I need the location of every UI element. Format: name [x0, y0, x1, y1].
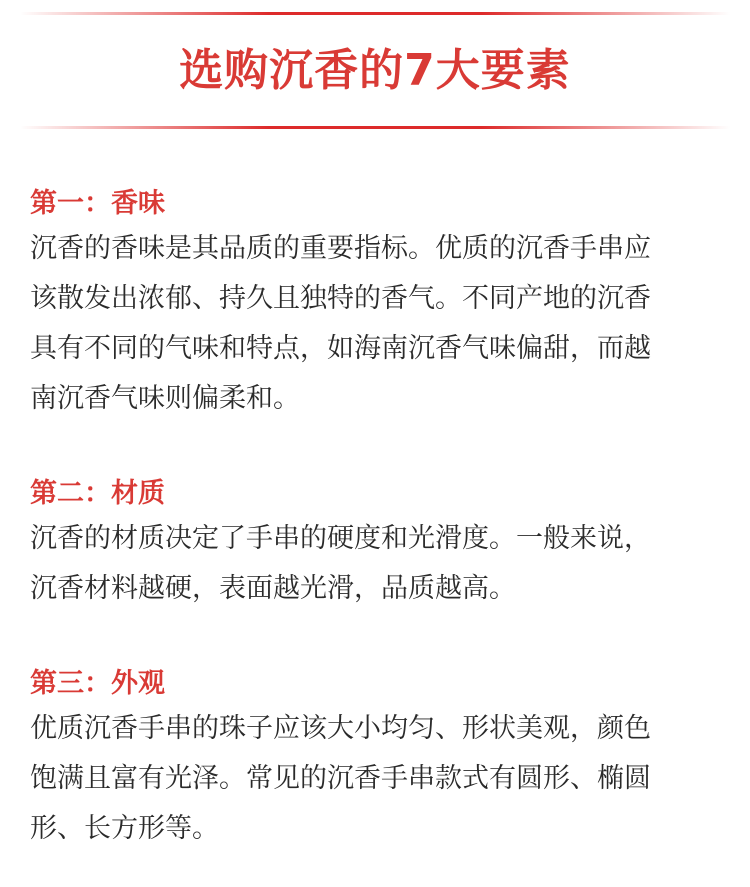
section-appearance [30, 664, 730, 854]
section-body [30, 704, 730, 854]
section-aroma [30, 184, 730, 424]
section-heading: 第一：香味 [30, 188, 165, 219]
section-body [30, 514, 730, 614]
body-line: 南沉香气味则偏柔和。 [30, 383, 300, 414]
top-divider [20, 12, 730, 15]
body-line: 优质沉香手串的珠子应该大小均匀、形状美观，颜色 [30, 713, 651, 744]
body-line: 沉香的香味是其品质的重要指标。优质的沉香手串应 [30, 233, 651, 264]
body-line: 沉香材料越硬，表面越光滑，品质越高。 [30, 573, 516, 604]
section-body [30, 224, 730, 424]
section-heading: 第二：材质 [30, 478, 165, 509]
body-line: 沉香的材质决定了手串的硬度和光滑度。一般来说， [30, 523, 651, 554]
body-line: 形、长方形等。 [30, 813, 219, 844]
body-line: 具有不同的气味和特点，如海南沉香气味偏甜，而越 [30, 333, 651, 364]
section-heading: 第三：外观 [30, 668, 165, 699]
body-line: 饱满且富有光泽。常见的沉香手串款式有圆形、椭圆 [30, 763, 651, 794]
body-line: 该散发出浓郁、持久且独特的香气。不同产地的沉香 [30, 283, 651, 314]
page-title: 选购沉香的7大要素 [179, 45, 571, 96]
bottom-divider [20, 126, 730, 129]
section-material [30, 474, 730, 614]
